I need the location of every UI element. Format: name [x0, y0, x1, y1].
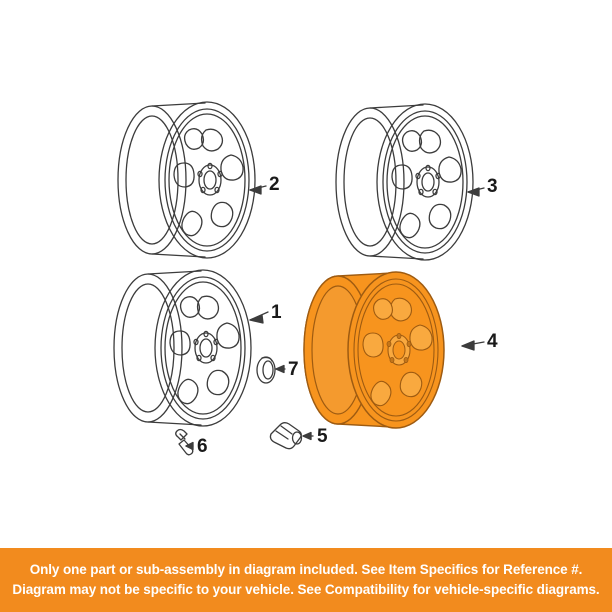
valve-stem-bolt — [176, 430, 193, 455]
wheel-center-cap — [257, 357, 275, 383]
disclaimer-line-2: Diagram may not be specific to your vehicle. See Compatibility for vehicle-specific diagrams. — [12, 582, 600, 597]
callout-label-4: 4 — [487, 331, 498, 352]
callout-label-3: 3 — [487, 176, 498, 197]
callout-label-5: 5 — [317, 426, 328, 447]
leader-line-5 — [303, 433, 313, 440]
leader-line-1 — [250, 312, 268, 323]
wheel-alloy-front-lower-left — [114, 270, 251, 426]
leader-line-2 — [250, 186, 266, 194]
wheel-alloy-lower-right-highlighted — [304, 272, 444, 428]
disclaimer-banner — [0, 548, 612, 612]
callout-label-1: 1 — [271, 302, 282, 323]
callout-label-6: 6 — [197, 436, 208, 457]
wheel-alloy-upper-left — [118, 102, 255, 258]
leader-line-7 — [276, 366, 285, 373]
wheel-alloy-upper-right — [336, 104, 473, 260]
callout-label-2: 2 — [269, 174, 280, 195]
disclaimer-line-1: Only one part or sub-assembly in diagram included. See Item Specifics for Reference #. — [29, 562, 583, 577]
leader-line-3 — [468, 188, 484, 196]
wheel-lug-nut-cap — [270, 423, 301, 449]
callout-label-7: 7 — [288, 359, 299, 380]
leader-line-4 — [462, 341, 484, 350]
